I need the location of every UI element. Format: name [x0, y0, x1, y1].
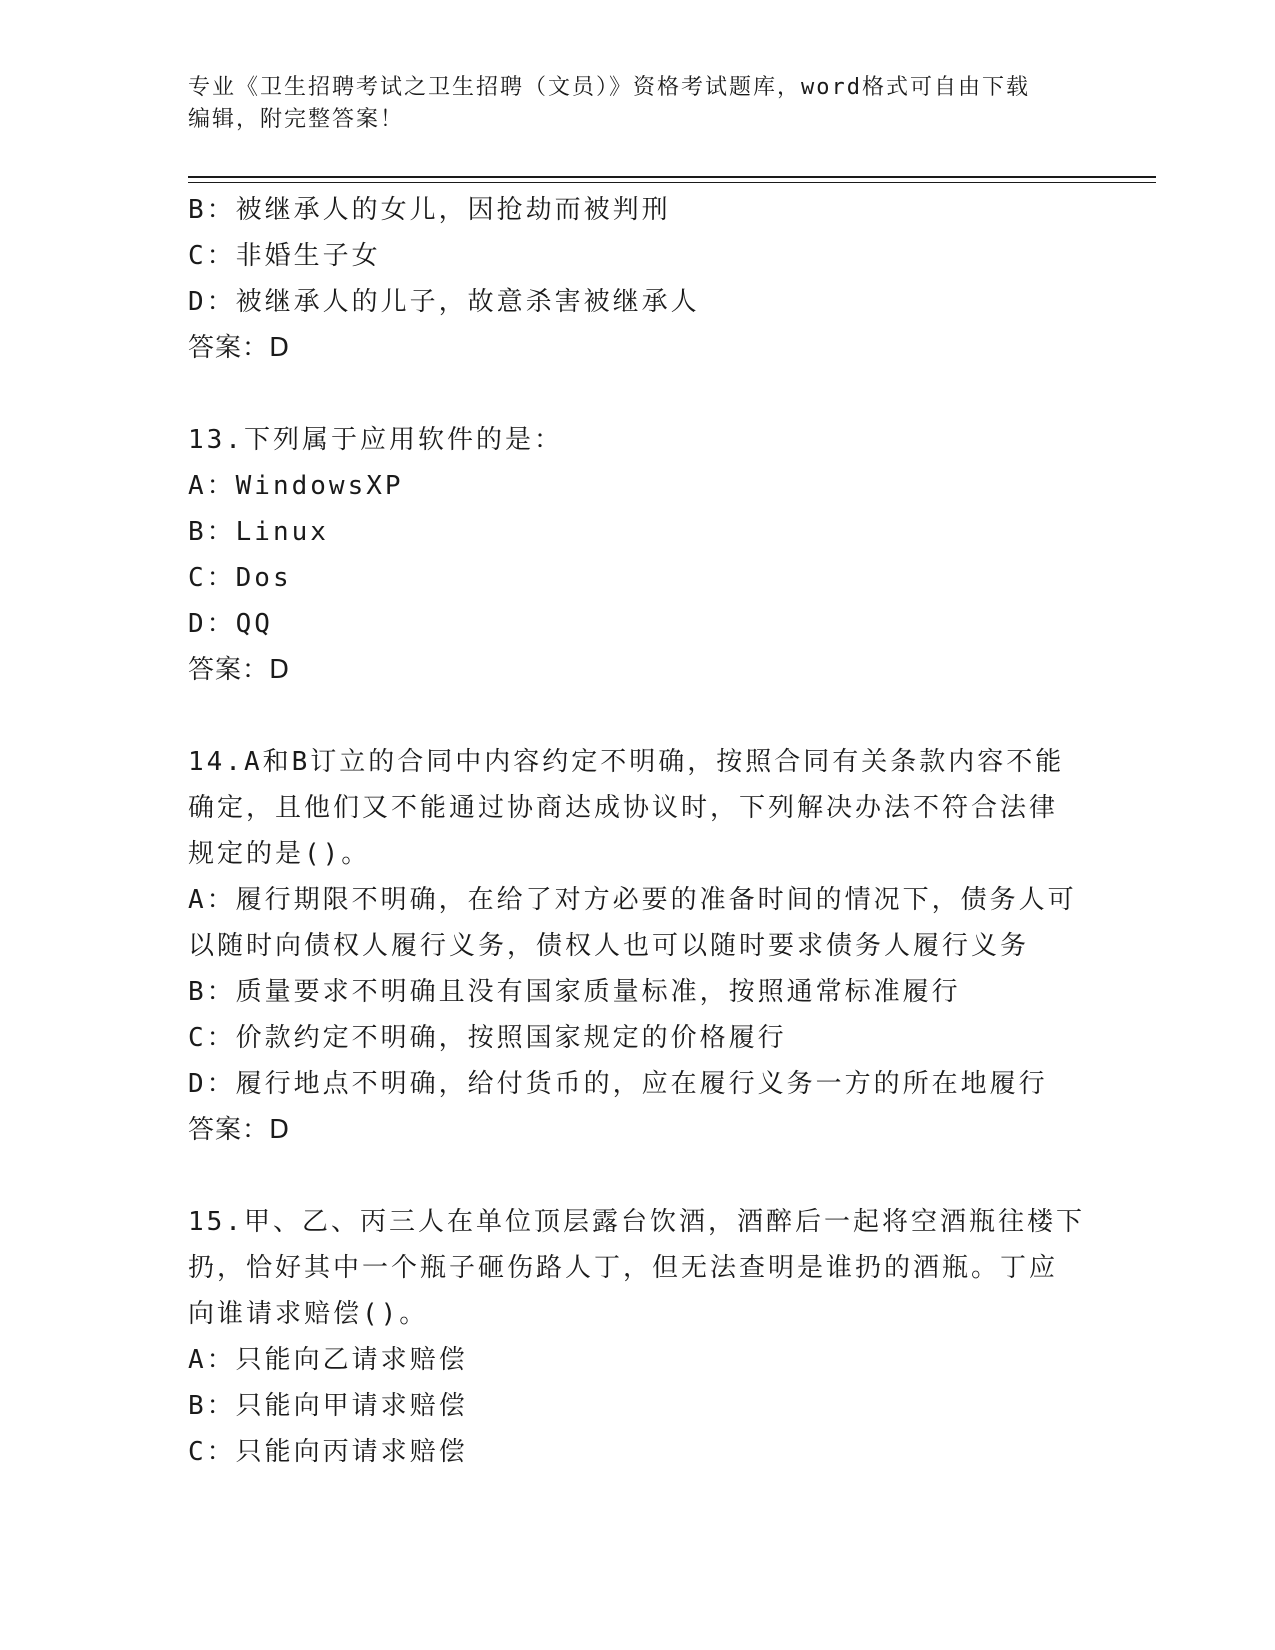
- option-c: C：价款约定不明确，按照国家规定的价格履行: [188, 1023, 787, 1053]
- question-13: [188, 417, 1088, 693]
- page-header: [188, 72, 1078, 136]
- header-line-2: 编辑，附完整答案！: [188, 107, 405, 132]
- option-a: A：WindowsXP: [188, 471, 404, 501]
- header-divider-thin: [188, 182, 1156, 183]
- spacer: [188, 371, 1088, 417]
- question-14: [188, 739, 1088, 1153]
- answer: 答案：D: [188, 655, 291, 685]
- question-stem-line-3: 规定的是()。: [188, 839, 371, 869]
- option-b: B：被继承人的女儿，因抢劫而被判刑: [188, 195, 671, 225]
- question-stem-line-2: 扔，恰好其中一个瓶子砸伤路人丁，但无法查明是谁扔的酒瓶。丁应: [188, 1253, 1059, 1283]
- question-15: [188, 1199, 1088, 1475]
- option-a-line-2: 以随时向债权人履行义务，债权人也可以随时要求债务人履行义务: [188, 931, 1030, 961]
- question-stem-line-1: 15.甲、乙、丙三人在单位顶层露台饮酒，酒醉后一起将空酒瓶往楼下: [188, 1207, 1085, 1237]
- option-c: C：Dos: [188, 563, 292, 593]
- header-line-1: 专业《卫生招聘考试之卫生招聘（文员）》资格考试题库，word格式可自由下载: [188, 75, 1030, 100]
- option-b: B：只能向甲请求赔偿: [188, 1391, 468, 1421]
- option-d: D：履行地点不明确，给付货币的，应在履行义务一方的所在地履行: [188, 1069, 1048, 1099]
- question-stem-line-3: 向谁请求赔偿()。: [188, 1299, 429, 1329]
- spacer: [188, 1153, 1088, 1199]
- option-b: B：Linux: [188, 517, 329, 547]
- option-c: C：只能向丙请求赔偿: [188, 1437, 468, 1467]
- option-c: C：非婚生子女: [188, 241, 381, 271]
- option-d: D：被继承人的儿子，故意杀害被继承人: [188, 287, 700, 317]
- question-stem-line-2: 确定，且他们又不能通过协商达成协议时，下列解决办法不符合法律: [188, 793, 1059, 823]
- spacer: [188, 693, 1088, 739]
- option-b: B：质量要求不明确且没有国家质量标准，按照通常标准履行: [188, 977, 961, 1007]
- answer: 答案：D: [188, 333, 291, 363]
- question-list: [188, 187, 1088, 1475]
- question-stem: 13.下列属于应用软件的是：: [188, 425, 563, 455]
- header-divider-thick: [188, 176, 1156, 178]
- question-12: [188, 187, 1088, 371]
- option-a-line-1: A：履行期限不明确，在给了对方必要的准备时间的情况下，债务人可: [188, 885, 1077, 915]
- question-stem-line-1: 14.A和B订立的合同中内容约定不明确，按照合同有关条款内容不能: [188, 747, 1065, 777]
- option-a: A：只能向乙请求赔偿: [188, 1345, 468, 1375]
- option-d: D：QQ: [188, 609, 273, 639]
- answer: 答案：D: [188, 1115, 291, 1145]
